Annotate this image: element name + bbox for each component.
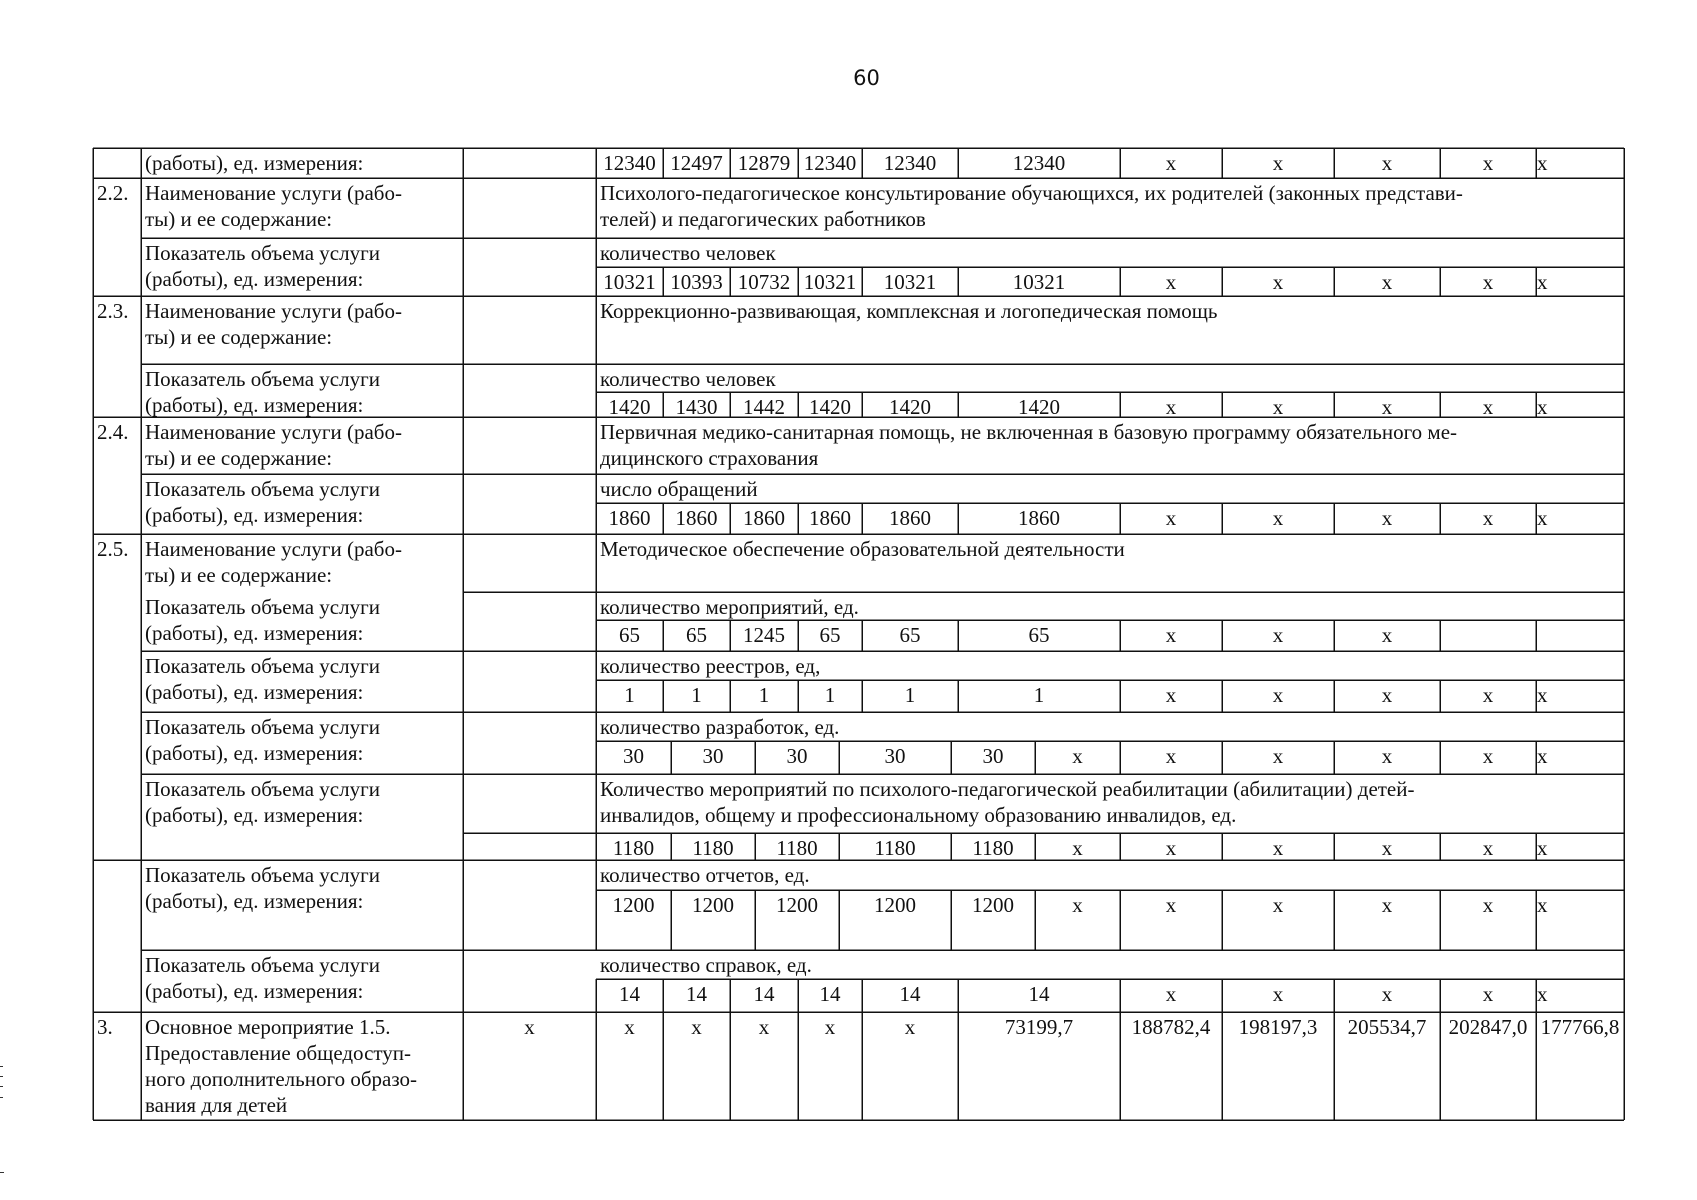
x-mark-cell: x	[1482, 744, 1494, 768]
x-mark-cell: x	[691, 1015, 702, 1039]
value-cell: 1860	[889, 506, 931, 530]
margin-mark	[0, 1076, 3, 1077]
row-label: (работы), ед. измерения:	[145, 680, 364, 704]
x-mark-cell: x	[1272, 744, 1284, 768]
x-mark-cell: x	[1537, 744, 1548, 768]
value-cell: 1	[624, 683, 635, 707]
x-mark-cell: x	[1072, 893, 1083, 917]
unit-name: количество разработок, ед.	[600, 715, 840, 739]
value-cell: 1420	[809, 395, 851, 419]
row-label: (работы), ед. измерения:	[145, 979, 364, 1003]
value-cell: 1420	[1018, 395, 1060, 419]
value-cell: 1200	[874, 893, 916, 917]
item-number: 2.3.	[97, 299, 129, 323]
amount-cell: 205534,7	[1347, 1015, 1427, 1039]
value-cell: 65	[1028, 623, 1050, 647]
service-name: телей) и педагогических работников	[600, 207, 926, 231]
value-cell: 1180	[612, 836, 655, 860]
unit-name: количество человек	[600, 367, 776, 391]
x-mark-cell: x	[1381, 836, 1393, 860]
x-mark-cell: x	[1381, 623, 1393, 647]
value-cell: 10321	[603, 270, 656, 294]
x-mark-cell: x	[1482, 270, 1494, 294]
value-cell: 1180	[874, 836, 916, 860]
event-title: ного дополнительного образо-	[145, 1067, 417, 1091]
row-label: ты) и ее содержание:	[145, 446, 333, 470]
x-mark-cell: x	[1482, 395, 1494, 419]
value-cell: 1180	[776, 836, 818, 860]
value-cell: 10321	[803, 270, 857, 294]
row-label: (работы), ед. измерения:	[145, 393, 364, 417]
value-cell: 1200	[776, 893, 818, 917]
x-mark-cell: x	[1381, 270, 1393, 294]
value-cell: 1200	[612, 893, 655, 917]
value-cell: 1	[758, 683, 770, 707]
row-label: (работы), ед. измерения:	[145, 803, 364, 827]
page-number: 60	[853, 66, 880, 90]
amount-cell: 202847,0	[1448, 1015, 1528, 1039]
value-cell: 10393	[670, 270, 723, 294]
x-mark-cell: x	[1537, 683, 1548, 707]
x-mark-cell: x	[1381, 744, 1393, 768]
value-cell: 1430	[675, 395, 718, 419]
x-mark-cell: x	[1165, 623, 1177, 647]
margin-mark	[0, 1172, 4, 1173]
x-mark-cell: x	[1165, 836, 1177, 860]
row-label: Показатель объема услуги	[145, 654, 380, 678]
x-mark-cell: x	[1165, 683, 1177, 707]
x-mark-cell: x	[1272, 836, 1284, 860]
x-mark-cell: x	[1482, 506, 1494, 530]
value-cell: 1	[1033, 683, 1045, 707]
x-mark-cell: x	[1537, 395, 1548, 419]
value-cell: 1420	[889, 395, 931, 419]
x-mark-cell: x	[758, 1015, 770, 1039]
value-cell: 1	[904, 683, 916, 707]
value-cell: 14	[619, 982, 640, 1006]
x-mark-cell: x	[1537, 270, 1548, 294]
event-title: Предоставление общедоступ-	[145, 1041, 412, 1065]
unit-name: количество отчетов, ед.	[600, 863, 810, 887]
unit-name: количество справок, ед.	[600, 953, 812, 977]
service-name: Методическое обеспечение образовательной деятельности	[600, 537, 1125, 561]
value-cell: 30	[884, 744, 906, 768]
service-name: дицинского страхования	[600, 446, 819, 470]
value-cell: 1	[824, 683, 836, 707]
row-label: Показатель объема услуги	[145, 777, 380, 801]
row-label: ты) и ее содержание:	[145, 325, 333, 349]
value-cell: 10732	[737, 270, 791, 294]
x-mark-cell: x	[624, 1015, 635, 1039]
x-mark-cell: x	[1272, 623, 1284, 647]
margin-mark	[0, 1086, 3, 1087]
row-label: Показатель объема услуги	[145, 953, 380, 977]
x-mark-cell: x	[1165, 893, 1177, 917]
value-cell: 10321	[1012, 270, 1066, 294]
value-cell: 30	[982, 744, 1004, 768]
item-number: 2.2.	[97, 181, 129, 205]
x-mark-cell: x	[1537, 506, 1548, 530]
value-cell: 12340	[883, 151, 937, 175]
x-mark-cell: x	[1381, 506, 1393, 530]
service-name: Психолого-педагогическое консультирование обучающихся, их родителей (законных представи-	[600, 181, 1463, 205]
value-cell: 12497	[670, 151, 723, 175]
x-mark-cell: x	[904, 1015, 916, 1039]
x-mark-cell: x	[524, 1015, 535, 1039]
x-mark-cell: x	[1537, 893, 1548, 917]
row-label: Показатель объема услуги	[145, 863, 380, 887]
value-cell: 1860	[809, 506, 851, 530]
value-cell: 12340	[803, 151, 857, 175]
x-mark-cell: x	[1165, 982, 1177, 1006]
value-cell: 65	[619, 623, 640, 647]
item-number: 3.	[97, 1015, 113, 1039]
value-cell: 1860	[743, 506, 785, 530]
row-label: Показатель объема услуги	[145, 367, 380, 391]
value-cell: 1860	[1018, 506, 1060, 530]
margin-mark	[0, 1066, 3, 1067]
x-mark-cell: x	[1272, 506, 1284, 530]
x-mark-cell: x	[1482, 683, 1494, 707]
value-cell: 1180	[972, 836, 1014, 860]
value-cell: 65	[819, 623, 841, 647]
row-label: (работы), ед. измерения:	[145, 889, 364, 913]
value-cell: 1442	[743, 395, 785, 419]
value-cell: 30	[786, 744, 808, 768]
x-mark-cell: x	[1381, 151, 1393, 175]
unit-name: Количество мероприятий по психолого-педагогической реабилитации (абилитации) детей-	[600, 777, 1415, 801]
value-cell: 14	[1028, 982, 1050, 1006]
x-mark-cell: x	[1165, 270, 1177, 294]
row-label: Показатель объема услуги	[145, 477, 380, 501]
x-mark-cell: x	[1165, 744, 1177, 768]
x-mark-cell: x	[824, 1015, 836, 1039]
value-cell: 1	[691, 683, 702, 707]
value-cell: 65	[686, 623, 707, 647]
x-mark-cell: x	[1381, 683, 1393, 707]
value-cell: 30	[623, 744, 644, 768]
value-cell: 14	[899, 982, 921, 1006]
row-label: (работы), ед. измерения:	[145, 741, 364, 765]
item-number: 2.5.	[97, 537, 129, 561]
value-cell: 1200	[972, 893, 1014, 917]
event-title: вания для детей	[145, 1093, 288, 1117]
amount-cell: 73199,7	[1004, 1015, 1074, 1039]
x-mark-cell: x	[1272, 151, 1284, 175]
row-label: ты) и ее содержание:	[145, 563, 333, 587]
x-mark-cell: x	[1272, 683, 1284, 707]
value-cell: 10321	[883, 270, 937, 294]
event-title: Основное мероприятие 1.5.	[145, 1015, 391, 1039]
value-cell: 14	[819, 982, 841, 1006]
x-mark-cell: x	[1482, 836, 1494, 860]
row-label: Наименование услуги (рабо-	[145, 420, 402, 444]
value-cell: 30	[702, 744, 724, 768]
x-mark-cell: x	[1165, 151, 1177, 175]
value-cell: 1420	[608, 395, 651, 419]
row-label: Наименование услуги (рабо-	[145, 299, 402, 323]
unit-name: количество мероприятий, ед.	[600, 595, 859, 619]
row-label: Показатель объема услуги	[145, 715, 380, 739]
x-mark-cell: x	[1272, 982, 1284, 1006]
x-mark-cell: x	[1537, 836, 1548, 860]
x-mark-cell: x	[1537, 982, 1548, 1006]
row-label: Наименование услуги (рабо-	[145, 537, 402, 561]
x-mark-cell: x	[1537, 151, 1548, 175]
amount-cell: 198197,3	[1238, 1015, 1318, 1039]
value-cell: 14	[686, 982, 707, 1006]
service-name: Коррекционно-развивающая, комплексная и логопедическая помощь	[600, 299, 1218, 323]
unit-name: число обращений	[600, 477, 758, 501]
x-mark-cell: x	[1381, 395, 1393, 419]
row-label: (работы), ед. измерения:	[145, 621, 364, 645]
row-label: Показатель объема услуги	[145, 241, 380, 265]
row-label: (работы), ед. измерения:	[145, 267, 364, 291]
value-cell: 12879	[737, 151, 791, 175]
row-label: ты) и ее содержание:	[145, 207, 333, 231]
unit-name: инвалидов, общему и профессиональному образованию инвалидов, ед.	[600, 803, 1237, 827]
unit-name: количество реестров, ед,	[600, 654, 821, 678]
row-label: (работы), ед. измерения:	[145, 503, 364, 527]
x-mark-cell: x	[1272, 395, 1284, 419]
value-cell: 1245	[743, 623, 785, 647]
x-mark-cell: x	[1482, 982, 1494, 1006]
x-mark-cell: x	[1072, 744, 1083, 768]
value-cell: 1180	[692, 836, 734, 860]
x-mark-cell: x	[1482, 151, 1494, 175]
value-cell: 1860	[608, 506, 651, 530]
value-cell: 12340	[1012, 151, 1066, 175]
x-mark-cell: x	[1165, 395, 1177, 419]
service-name: Первичная медико-санитарная помощь, не включенная в базовую программу обязательного ме-	[600, 420, 1458, 444]
row-label: Показатель объема услуги	[145, 595, 380, 619]
amount-cell: 177766,8	[1540, 1015, 1620, 1039]
x-mark-cell: x	[1381, 982, 1393, 1006]
value-cell: 14	[753, 982, 775, 1006]
item-number: 2.4.	[97, 420, 129, 444]
value-cell: 1860	[675, 506, 718, 530]
amount-cell: 188782,4	[1131, 1015, 1211, 1039]
value-cell: 12340	[603, 151, 656, 175]
value-cell: 1200	[692, 893, 734, 917]
x-mark-cell: x	[1165, 506, 1177, 530]
x-mark-cell: x	[1482, 893, 1494, 917]
x-mark-cell: x	[1072, 836, 1083, 860]
x-mark-cell: x	[1381, 893, 1393, 917]
x-mark-cell: x	[1272, 893, 1284, 917]
row-label: (работы), ед. измерения:	[145, 151, 364, 175]
unit-name: количество человек	[600, 241, 776, 265]
value-cell: 65	[899, 623, 921, 647]
x-mark-cell: x	[1272, 270, 1284, 294]
margin-mark	[0, 1097, 3, 1098]
row-label: Наименование услуги (рабо-	[145, 181, 402, 205]
